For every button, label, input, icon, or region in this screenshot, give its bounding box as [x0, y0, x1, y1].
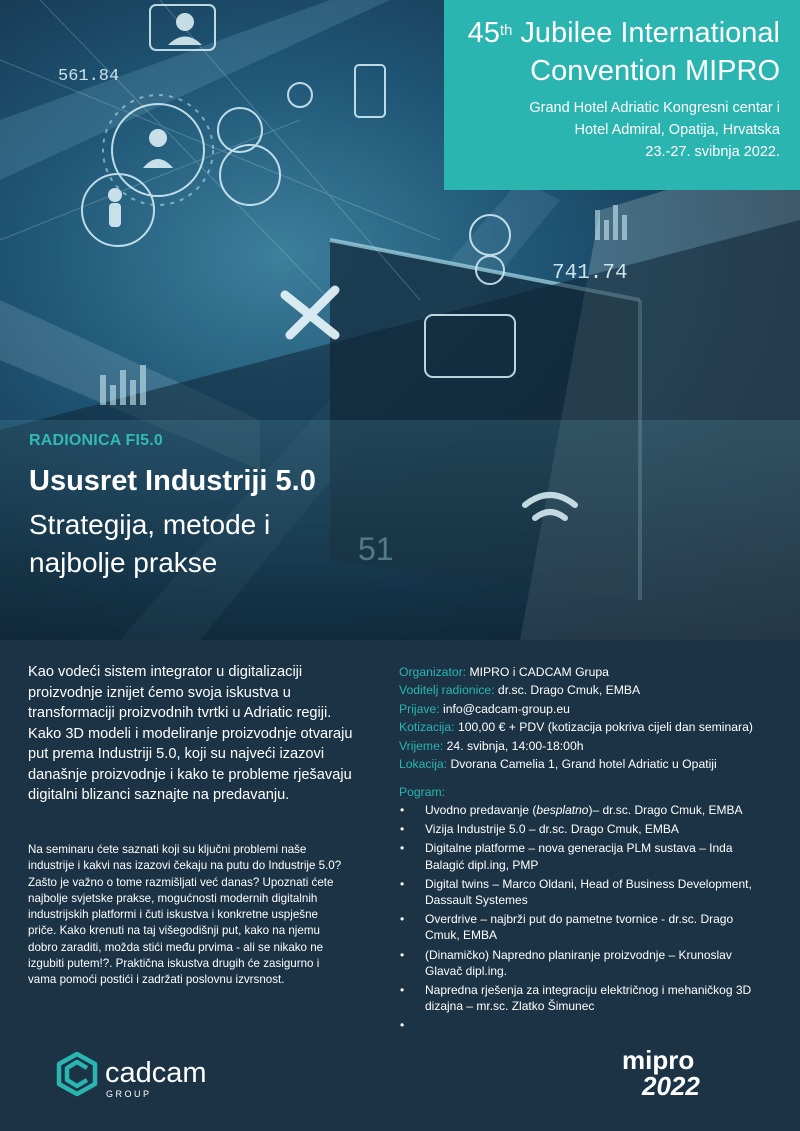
workshop-kicker: RADIONICA FI5.0	[29, 432, 163, 449]
program-item-text: Napredna rješenja za integraciju električnog i mehaničkog 3D dizajna – mr.sc. Zlatko Šimunec	[425, 983, 752, 1014]
registration-label: Prijave:	[399, 701, 440, 716]
bullet-icon: •	[400, 912, 405, 927]
program-item	[399, 840, 771, 872]
program-item	[399, 802, 771, 818]
time-row	[399, 737, 779, 755]
cadcam-wordmark: cadcam	[105, 1057, 207, 1089]
workshop-subtitle-line2: najbolje prakse	[29, 547, 218, 578]
bullet-icon: •	[400, 822, 405, 837]
bullet-icon: •	[400, 1018, 405, 1033]
mipro-year: 2022	[642, 1071, 700, 1101]
hud-readout-bottom: 51	[358, 531, 394, 567]
location-label: Lokacija:	[399, 757, 448, 772]
program-item-text: Vizija Industrije 5.0 – dr.sc. Drago Cmuk, EMBA	[425, 822, 679, 837]
intro-paragraph: Kao vodeći sistem integrator u digitalizaciji proizvodnje iznijet ćemo svoja iskustva u transformaciji proizvodnih tvrtki u Adriatic regiji. Kako 3D modeli i modeliranje proizvodnje otvaraju put prema Industriji 5.0, koji su najveći izazovi današnje proizvodnje i kako te probleme rješavaju digitalni blizanci saznajte na predavanju.	[28, 664, 353, 803]
cadcam-logo	[55, 1050, 235, 1100]
convention-dates: 23.-27. svibnja 2022.	[645, 144, 780, 160]
program-item	[399, 911, 771, 943]
location-value: Dvorana Camelia 1, Grand hotel Adriatic u Opatiji	[450, 757, 717, 772]
program-item-text: Uvodno predavanje (	[425, 803, 537, 817]
time-label: Vrijeme:	[399, 738, 444, 753]
workshop-subtitle	[29, 506, 449, 582]
registration-email[interactable]: info@cadcam-group.eu	[443, 701, 570, 716]
leader-value: dr.sc. Drago Cmuk, EMBA	[497, 683, 641, 698]
venue-line1: Grand Hotel Adriatic Kongresni centar i	[529, 100, 780, 116]
bullet-icon: •	[400, 947, 405, 962]
convention-title-line2: Convention MIPRO	[530, 55, 780, 87]
program-item-text: )– dr.sc. Drago Cmuk, EMBA	[588, 803, 743, 817]
location-row	[399, 755, 779, 773]
program-title: Pogram:	[399, 785, 446, 799]
program-item-text: Digital twins – Marco Oldani, Head of Business Development, Dassault Systemes	[425, 876, 752, 908]
program-item	[399, 947, 771, 979]
program-item-emphasis: besplatno	[536, 803, 589, 817]
program-item-text: Digitalne platforme – nova generacija PLM sustava – Inda Balagić dipl.ing, PMP	[425, 841, 733, 872]
convention-title-text: Jubilee International	[520, 17, 780, 49]
organizer-value: MIPRO i CADCAM Grupa	[469, 665, 609, 679]
cadcam-subtitle: GROUP	[106, 1089, 152, 1099]
convention-ordinal-suffix: th	[499, 22, 513, 39]
program-item-text: Overdrive – najbrži put do pametne tvornice - dr.sc. Drago Cmuk, EMBA	[425, 912, 734, 943]
program-item	[399, 876, 771, 908]
details-paragraph: Na seminaru ćete saznati koji su ključni problemi naše industrije i kakvi nas izazovi čekaju na putu do Industrije 5.0? Zašto je važno o tome razmišljati već danas? Upoznati ćete najbolje svjetske prakse, mogućnosti modernih digitalnih industrijskih platformi i čuti iskustva i konkretne uspješne priče. Kako krenuti na taj višegodišnji put, kako na njemu dobro zaraditi, možda stići među prvima - ali se nikako ne izgubiti putem!?. Praktična iskustva drugih će zasigurno i vama pomoći postići i zadržati poslovnu izvrsnost.	[28, 843, 342, 987]
convention-badge	[444, 0, 800, 190]
hud-readout-right: 741.74	[552, 262, 628, 285]
mipro-wordmark: mipro	[622, 1045, 695, 1075]
fee-row	[399, 718, 779, 736]
program-item-text: (Dinamičko) Napredno planiranje proizvodnje – Krunoslav Glavač dipl.ing.	[425, 947, 732, 978]
mipro-logo	[618, 1045, 738, 1101]
workshop-title: Ususret Industriji 5.0	[29, 465, 316, 497]
venue-line2: Hotel Admiral, Opatija, Hrvatska	[574, 122, 780, 138]
leader-label: Voditelj radionice:	[399, 683, 495, 698]
leader-row	[399, 681, 779, 699]
workshop-subtitle-line1: Strategija, metode i	[29, 509, 271, 540]
program-item	[399, 982, 771, 1014]
program-item	[399, 821, 771, 837]
bullet-icon: •	[400, 983, 405, 998]
program-list	[399, 802, 771, 1033]
fee-label: Kotizacija:	[399, 720, 455, 735]
registration-row	[399, 700, 779, 718]
cadcam-mark-icon	[59, 1054, 95, 1094]
event-info	[399, 663, 779, 773]
convention-title-line1	[444, 14, 780, 52]
time-value: 24. svibnja, 14:00-18:00h	[446, 738, 584, 753]
hud-readout-left: 561.84	[58, 67, 120, 86]
convention-ordinal: 45	[467, 17, 500, 49]
organizer-label: Organizator:	[399, 665, 467, 679]
bullet-icon: •	[400, 803, 405, 817]
organizer-row	[399, 663, 779, 681]
bullet-icon: •	[400, 876, 405, 891]
fee-value: 100,00 € + PDV (kotizacija pokriva cijeli dan seminara)	[457, 720, 753, 735]
bullet-icon: •	[400, 841, 405, 856]
